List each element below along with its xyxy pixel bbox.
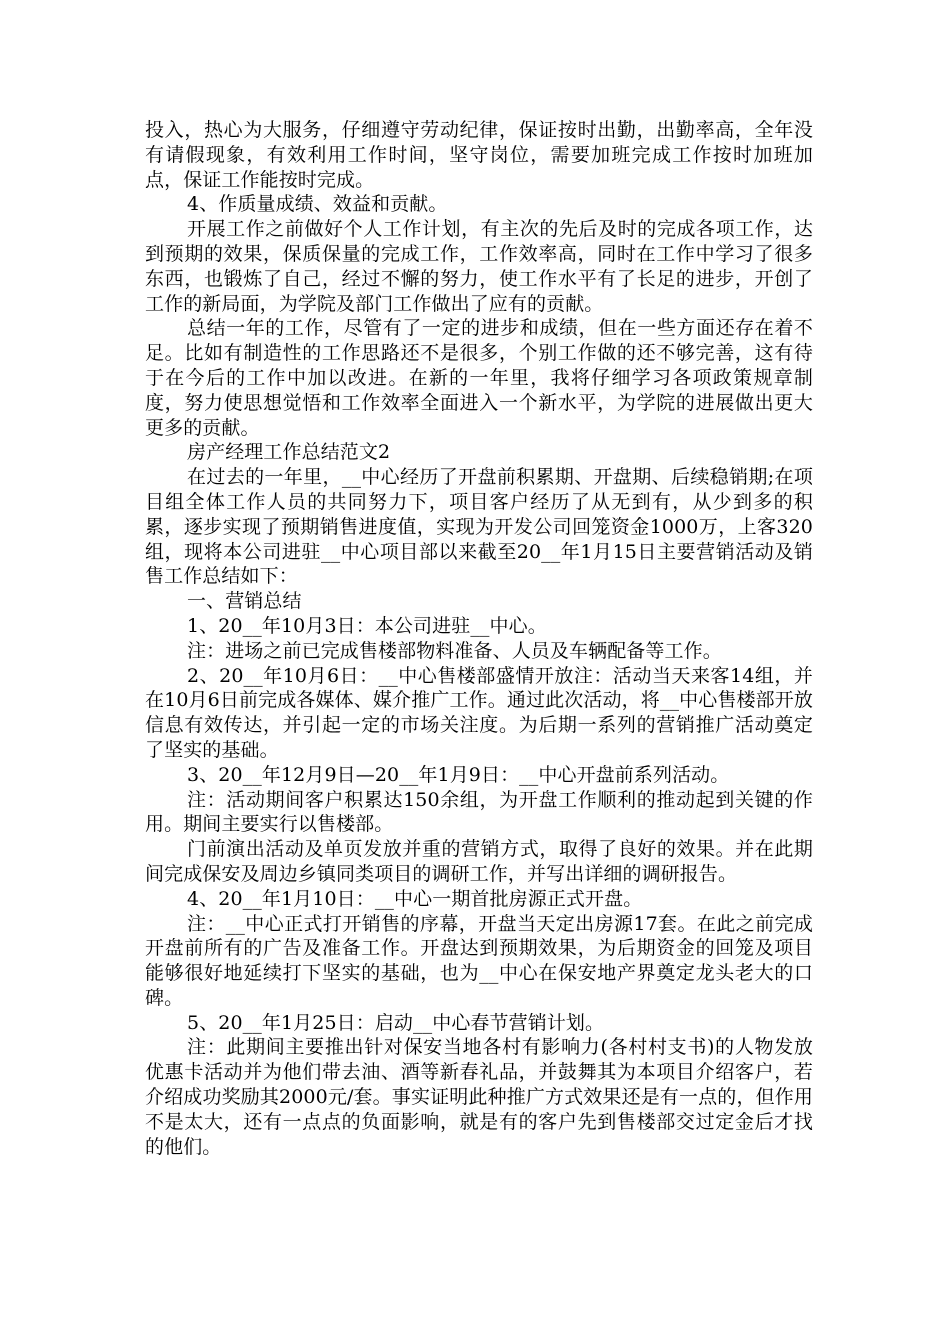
paragraph-6: 在过去的一年里，__中心经历了开盘前积累期、开盘期、后续稳销期;在项目组全体工作人员的共同努力下，项目客户经历了从无到有，从少到多的积累，逐步实现了预期销售进度值，实现为开发公司回笼资金1000万，上客320组，现将本公司进驻__中心项目部以来截至20__年1月15日主要营销活动及销售工作总结如下：: [145, 466, 813, 588]
section-heading-marketing: 一、营销总结: [187, 590, 302, 613]
paragraph-11: 3、20__年12月9日—20__年1月9日：__中心开盘前系列活动。: [187, 763, 730, 786]
paragraph-1: 投入，热心为大服务，仔细遵守劳动纪律，保证按时出勤，出勤率高，全年没有请假现象，有效利用工作时间，坚守岗位，需要加班完成工作按时加班加点，保证工作能按时完成。: [145, 119, 813, 191]
paragraph-13: 门前演出活动及单页发放并重的营销方式，取得了良好的效果。并在此期间完成保安及周边乡镇同类项目的调研工作，并写出详细的调研报告。: [145, 838, 813, 885]
paragraph-10: 2、20__年10月6日：__中心售楼部盛情开放注：活动当天来客14组，并在10月6日前完成各媒体、媒介推广工作。通过此次活动，将__中心售楼部开放信息有效传达，并引起一定的市场关注度。为后期一系列的营销推广活动奠定了坚实的基础。: [145, 664, 813, 761]
paragraph-17: 注：此期间主要推出针对保安当地各村有影响力(各村村支书)的人物发放优惠卡活动并为他们带去油、酒等新春礼品，并鼓舞其为本项目介绍客户，若介绍成功奖励其2000元/套。事实证明此种推广方式效果还是有一点的，但作用不是太大，还有一点点的负面影响，就是有的客户先到售楼部交过定金后才找的他们。: [145, 1036, 813, 1158]
paragraph-8: 1、20__年10月3日：本公司进驻__中心。: [187, 614, 547, 637]
paragraph-2: 4、作质量成绩、效益和贡献。: [187, 193, 448, 216]
section-title: 房产经理工作总结范文2: [187, 441, 391, 464]
paragraph-15: 注：__中心正式打开销售的序幕，开盘当天定出房源17套。在此之前完成开盘前所有的广告及准备工作。开盘达到预期效果，为后期资金的回笼及项目能够很好地延续打下坚实的基础，也为__中心在保安地产界奠定龙头老大的口碑。: [145, 912, 813, 1009]
paragraph-14: 4、20__年1月10日：__中心一期首批房源正式开盘。: [187, 887, 643, 910]
document-body: [145, 118, 813, 1159]
paragraph-12: 注：活动期间客户积累达150余组，为开盘工作顺利的推动起到关键的作用。期间主要实行以售楼部。: [145, 788, 813, 836]
paragraph-3: 开展工作之前做好个人工作计划，有主次的先后及时的完成各项工作，达到预期的效果，保质保量的完成工作，工作效率高，同时在工作中学习了很多东西，也锻炼了自己，经过不懈的努力，使工作水平有了长足的进步，开创了工作的新局面，为学院及部门工作做出了应有的贡献。: [145, 218, 813, 315]
paragraph-4: 总结一年的工作，尽管有了一定的进步和成绩，但在一些方面还存在着不足。比如有制造性的工作思路还不是很多，个别工作做的还不够完善，这有待于在今后的工作中加以改进。在新的一年里，我将仔细学习各项政策规章制度，努力使思想觉悟和工作效率全面进入一个新水平，为学院的进展做出更大更多的贡献。: [145, 317, 813, 439]
paragraph-9: 注：进场之前已完成售楼部物料准备、人员及车辆配备等工作。: [187, 639, 722, 662]
paragraph-16: 5、20__年1月25日：启动__中心春节营销计划。: [187, 1011, 605, 1034]
